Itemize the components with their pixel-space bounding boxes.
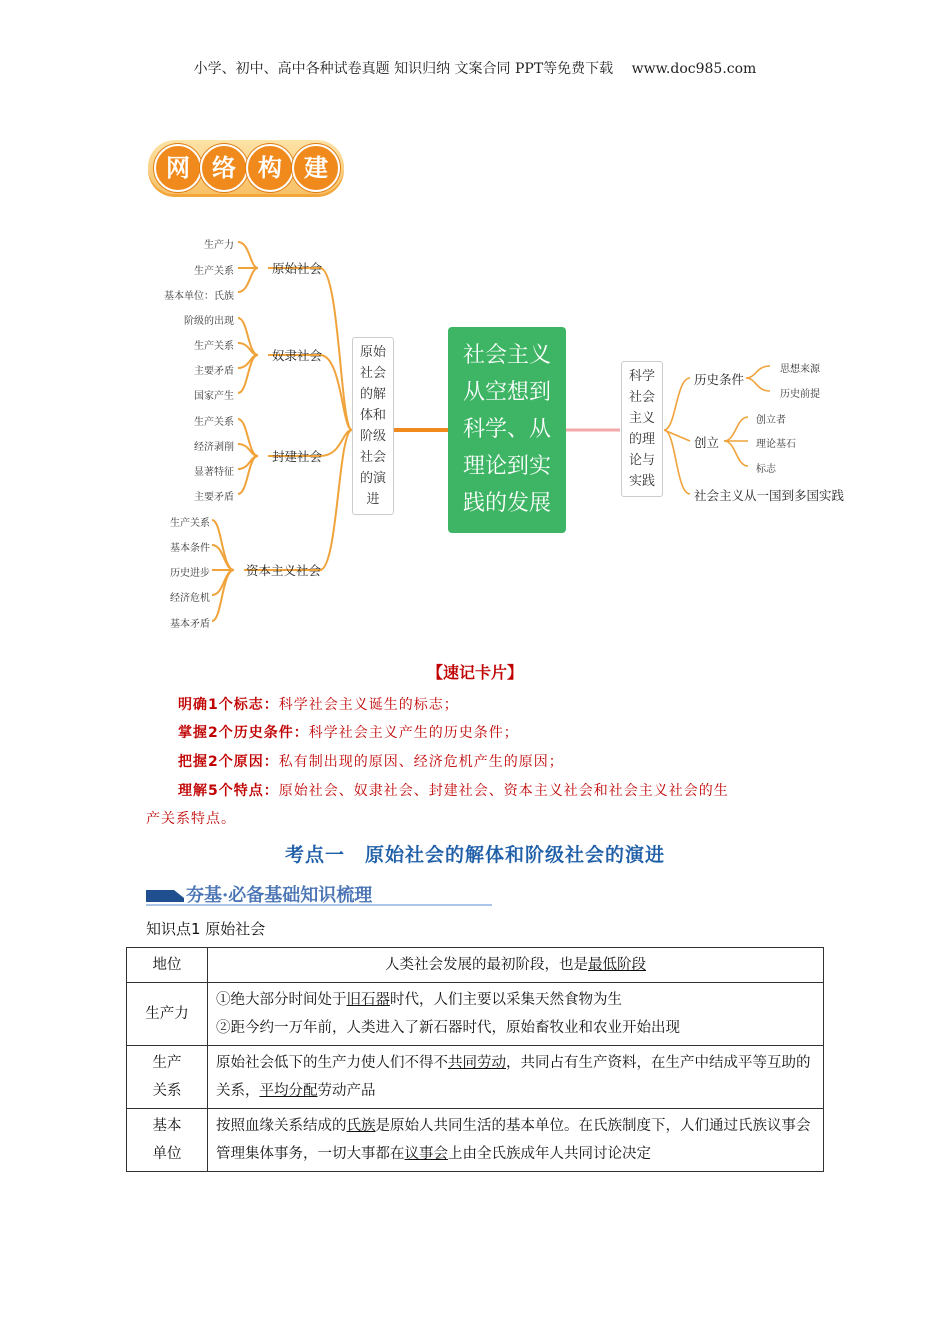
banner-char: 构 (246, 144, 294, 192)
mindmap-group-label: 创立 (694, 435, 720, 450)
card-text: 科学社会主义诞生的标志； (278, 697, 459, 713)
card-key: 理解5个特点： (178, 783, 279, 799)
mindmap-leaf: 显著特征 (194, 467, 234, 478)
table-row (127, 948, 824, 983)
section-title: 考点一 原始社会的解体和阶级社会的演进 (284, 844, 665, 866)
mindmap-leaf: 历史进步 (170, 568, 210, 579)
underlined-term: 最低阶段 (588, 957, 646, 973)
mindmap-leaf: 标志 (756, 464, 776, 475)
content-text: ①绝大部分时间处于 (216, 992, 347, 1008)
row-label: 生产 关系 (127, 1046, 208, 1109)
page-header: 小学、初中、高中各种试卷真题 知识归纳 文案合同 PPT等免费下载 www.doc985.com (193, 61, 757, 77)
content-text: 人类社会发展的最初阶段，也是 (385, 957, 588, 973)
banner-char: 建 (292, 144, 340, 192)
branch-line: 原始 (359, 345, 386, 360)
mindmap-leaf: 阶级的出现 (184, 316, 234, 327)
card-line (178, 780, 729, 800)
mindmap-leaf: 生产关系 (194, 266, 234, 277)
branch-line: 社会 (359, 450, 386, 465)
mindmap-leaf: 理论基石 (756, 439, 796, 450)
card-title: 【速记卡片】 (426, 663, 523, 682)
branch-line: 论与 (628, 453, 655, 468)
core-line: 理论到实 (462, 454, 551, 479)
section-ribbon (146, 880, 492, 908)
content-text: 时代，人们主要以采集天然食物为生 (390, 992, 622, 1008)
mindmap-leaf: 创立者 (756, 415, 786, 426)
row-content (208, 948, 824, 983)
branch-line: 的解 (359, 387, 386, 402)
branch-line: 阶级 (359, 429, 386, 444)
branch-line: 科学 (628, 369, 655, 384)
branch-line: 实践 (628, 474, 655, 489)
content-text: 劳动产品 (317, 1083, 376, 1099)
mindmap-leaf: 思想来源 (780, 364, 820, 375)
card-key: 把握2个原因： (178, 754, 279, 770)
ribbon-label: 夯基·必备基础知识梳理 (186, 885, 373, 906)
mindmap-group-label: 资本主义社会 (246, 563, 322, 578)
knowledge-table (126, 947, 824, 1172)
branch-line: 社会 (359, 366, 386, 381)
card-line (178, 751, 564, 771)
core-line: 践的发展 (462, 491, 551, 516)
row-content (208, 1046, 824, 1109)
branch-line: 的理 (628, 432, 655, 447)
core-line: 社会主义 (462, 343, 551, 368)
mindmap-leaf: 主要矛盾 (194, 366, 234, 377)
content-text: ②距今约一万年前，人类进入了新石器时代，原始畜牧业和农业开始出现 (216, 1020, 680, 1036)
mindmap-leaf: 基本单位：氏族 (164, 291, 234, 302)
underlined-term: 议事会 (404, 1146, 448, 1162)
mindmap-leaf: 生产关系 (170, 518, 210, 529)
mindmap-group-label: 奴隶社会 (272, 348, 323, 363)
mindmap-right-branch (621, 361, 663, 497)
row-content (208, 983, 824, 1046)
card-text: 私有制出现的原因、经济危机产生的原因； (278, 754, 564, 770)
content-text: 原始社会低下的生产力使人们不得不 (216, 1055, 448, 1071)
mindmap-leaf: 生产力 (204, 240, 234, 251)
card-text: 原始社会、奴隶社会、封建社会、资本主义社会和社会主义社会的生 (278, 783, 729, 799)
mindmap-leaf: 经济危机 (170, 593, 210, 604)
mindmap-leaf: 主要矛盾 (194, 492, 234, 503)
content-text: 是原始人共同生活的基本单位。在氏族制度下，人们通过氏族议事会管理集体事务，一切大事都在 (216, 1118, 811, 1162)
table-row (127, 1046, 824, 1109)
card-text: 科学社会主义产生的历史条件； (308, 725, 519, 741)
branch-line: 的演 (359, 471, 386, 486)
content-text: 上由全氏族成年人共同讨论决定 (448, 1146, 651, 1162)
mindmap-leaf: 生产关系 (194, 341, 234, 352)
table-row (127, 983, 824, 1046)
branch-line: 主义 (628, 411, 655, 426)
branch-line: 进 (366, 492, 380, 507)
underlined-term: 氏族 (346, 1118, 376, 1134)
card-key: 明确1个标志： (178, 697, 279, 713)
banner-char: 络 (200, 144, 248, 192)
table-row (127, 1109, 824, 1172)
card-line-wrap: 产关系特点。 (146, 811, 236, 827)
row-label: 基本 单位 (127, 1109, 208, 1172)
knowledge-point-title: 知识点1 原始社会 (146, 920, 266, 938)
card-key: 掌握2个历史条件： (178, 725, 309, 741)
mindmap-leaf: 国家产生 (194, 391, 234, 402)
mindmap-leaf: 历史前提 (780, 389, 820, 400)
mindmap-leaf: 基本矛盾 (170, 619, 210, 630)
mindmap-group-label: 历史条件 (694, 372, 745, 387)
core-line: 从空想到 (462, 380, 551, 405)
underlined-term: 平均分配 (259, 1083, 318, 1099)
card-line (178, 722, 519, 742)
core-line: 科学、从 (462, 417, 551, 442)
mindmap-group-label: 社会主义从一国到多国实践 (694, 488, 845, 503)
content-text: 按照血缘关系结成的 (216, 1118, 347, 1134)
mindmap-core-node (448, 327, 566, 533)
branch-line: 社会 (628, 390, 655, 405)
mindmap-left-branch (352, 337, 394, 515)
row-label: 地位 (127, 948, 208, 983)
branch-line: 体和 (359, 408, 386, 423)
underlined-term: 旧石器 (346, 992, 390, 1008)
row-content (208, 1109, 824, 1172)
banner-char: 网 (154, 144, 202, 192)
card-line (178, 694, 459, 714)
mindmap-group-label: 封建社会 (272, 449, 323, 464)
mindmap-leaf: 生产关系 (194, 417, 234, 428)
mindmap-leaf: 经济剥削 (194, 442, 234, 453)
mindmap-leaf: 基本条件 (170, 543, 210, 554)
content-text: ，共同占有生产资料，在生产中结成平等互助的关系， (216, 1055, 811, 1099)
underlined-term: 共同劳动 (448, 1055, 506, 1071)
mindmap-group-label: 原始社会 (272, 261, 323, 276)
row-label: 生产力 (127, 983, 208, 1046)
